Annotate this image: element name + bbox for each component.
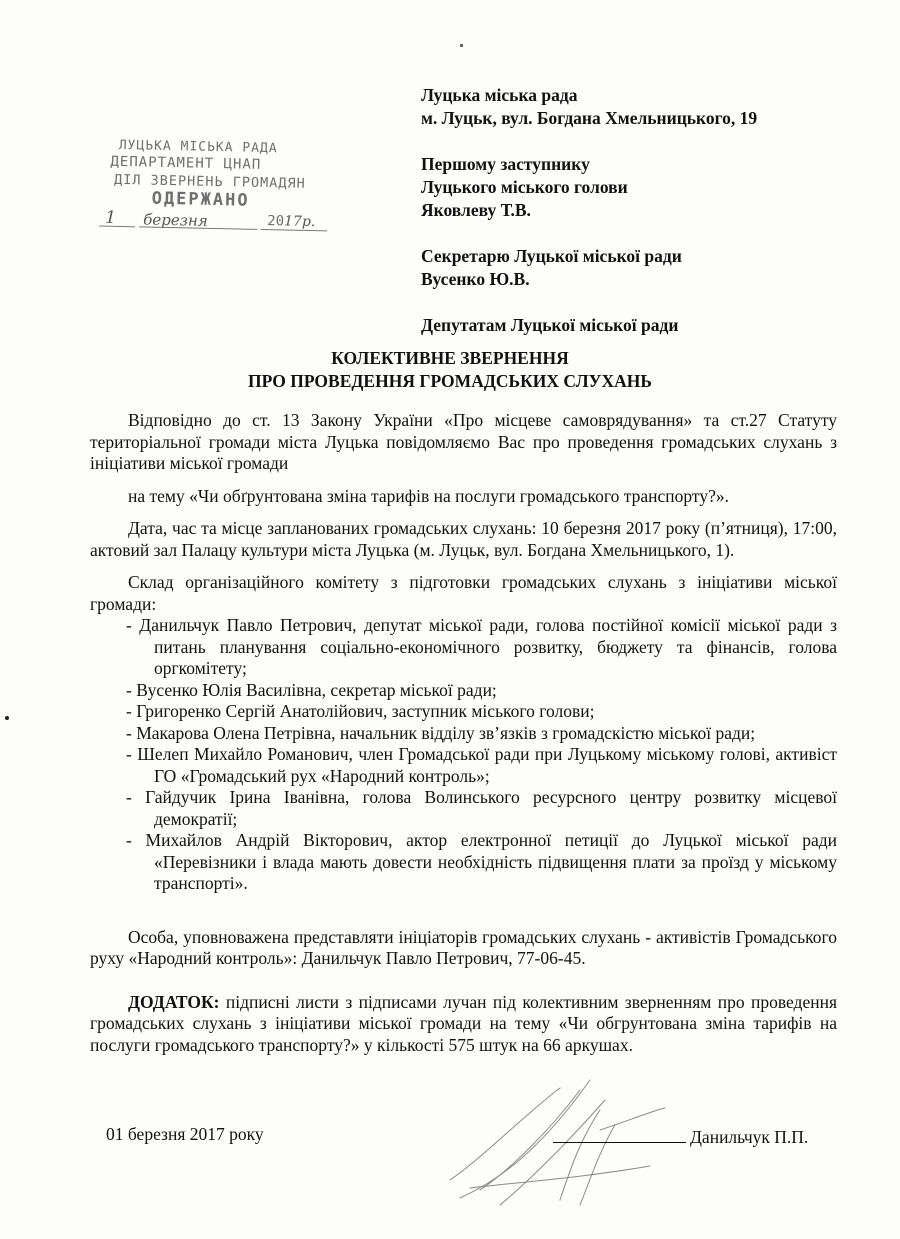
addressee1-line2: Луцького міського голови	[421, 177, 628, 197]
signature-line	[553, 1124, 808, 1148]
recipient-org: Луцька міська рада	[421, 85, 578, 105]
committee-member: - Михайлов Андрій Вікторович, актор електронної петиції до Луцької міської ради «Перевізники і влада мають довести необхідність підвищення плати за проїзд у міському транспорті».	[126, 830, 837, 893]
committee-member: - Данильчук Павло Петрович, депутат міської ради, голова постійної комісії міської ради з питань планування соціально-економічного розвитку, бюджету та фінансів, голова оргкомітету;	[126, 615, 837, 678]
stamp-month: березня	[143, 210, 208, 230]
recipient-block	[421, 84, 757, 337]
document-date: 01 березня 2017 року	[106, 1124, 264, 1144]
stamp-line3: ДІЛ ЗВЕРНЕНЬ ГРОМАДЯН	[113, 171, 306, 192]
appendix-paragraph	[90, 992, 837, 1057]
received-stamp	[99, 138, 333, 233]
document-title	[0, 347, 900, 393]
stamp-date-row	[99, 208, 331, 235]
datetime-paragraph: Дата, час та місце запланованих громадських слухань: 10 березня 2017 року (п’ятниця), 17:00, актовий зал Палацу культури міста Луцька (м. Луцьк, вул. Богдана Хмельницького, 1).	[90, 518, 837, 560]
addressee1-line3: Яковлеву Т.В.	[421, 200, 531, 220]
addressee1-line1: Першому заступнику	[421, 154, 590, 174]
title-line2: ПРО ПРОВЕДЕННЯ ГРОМАДСЬКИХ СЛУХАНЬ	[248, 371, 652, 391]
committee-member: - Гайдучик Ірина Іванівна, голова Волинського ресурсного центру розвитку місцевої демократії;	[126, 787, 837, 829]
title-line1: КОЛЕКТИВНЕ ЗВЕРНЕННЯ	[331, 348, 569, 368]
signer-name: Данильчук П.П.	[690, 1127, 809, 1147]
scan-dot	[5, 716, 9, 720]
stamp-received: ОДЕРЖАНО	[151, 188, 250, 211]
addressee2-line2: Вусенко Ю.В.	[421, 269, 530, 289]
committee-member: - Шелеп Михайло Романович, член Громадської ради при Луцькому міському голові, активіст ГО «Громадський рух «Народний контроль»;	[126, 744, 837, 786]
addressee2-line1: Секретарю Луцької міської ради	[421, 246, 682, 266]
committee-list	[90, 615, 837, 895]
stamp-year: 2017р.	[267, 213, 316, 231]
appendix-text: підписні листи з підписами лучан під колективним зверненням про проведення громадських слухань з ініціативи міської громади на тему «Чи обгрунтована зміна тарифів на послуги громадського транспорту?» у кількості 575 штук на 66 аркушах.	[90, 991, 837, 1055]
theme-paragraph: на тему «Чи обґрунтована зміна тарифів на послуги громадського транспорту?».	[128, 485, 729, 506]
stamp-line1: ЛУЦЬКА МІСЬКА РАДА	[118, 137, 278, 157]
stamp-day: 1	[105, 207, 117, 228]
committee-member: - Макарова Олена Петрівна, начальник відділу зв’язків з громадскістю міської ради;	[126, 722, 756, 743]
signature-underline	[553, 1124, 686, 1143]
representative-paragraph: Особа, уповноважена представляти ініціаторів громадських слухань - активістів Громадського руху «Народний контроль»: Данильчук Павло Петрович, 77-06-45.	[90, 926, 837, 968]
committee-intro: Склад організаційного комітету з підготовки громадських слухань з ініціативи міської громади:	[90, 572, 837, 614]
appendix-label: ДОДАТОК:	[128, 991, 220, 1012]
scan-speck	[460, 44, 463, 47]
recipient-address: м. Луцьк, вул. Богдана Хмельницького, 19	[421, 108, 758, 128]
committee-member: - Григоренко Сергій Анатолійович, заступник міського голови;	[126, 701, 595, 721]
stamp-line2: ДЕПАРТАМЕНТ ЦНАП	[110, 153, 262, 173]
committee-member: - Вусенко Юлія Василівна, секретар міської ради;	[126, 679, 497, 700]
document-body	[90, 410, 837, 1056]
intro-paragraph: Відповідно до ст. 13 Закону України «Про місцеве самоврядування» та ст.27 Статуту територіальної громади міста Луцька повідомляємо Вас про проведення громадських слухань з ініціативи міської громади	[90, 410, 837, 473]
addressee3: Депутатам Луцької міської ради	[421, 315, 679, 335]
